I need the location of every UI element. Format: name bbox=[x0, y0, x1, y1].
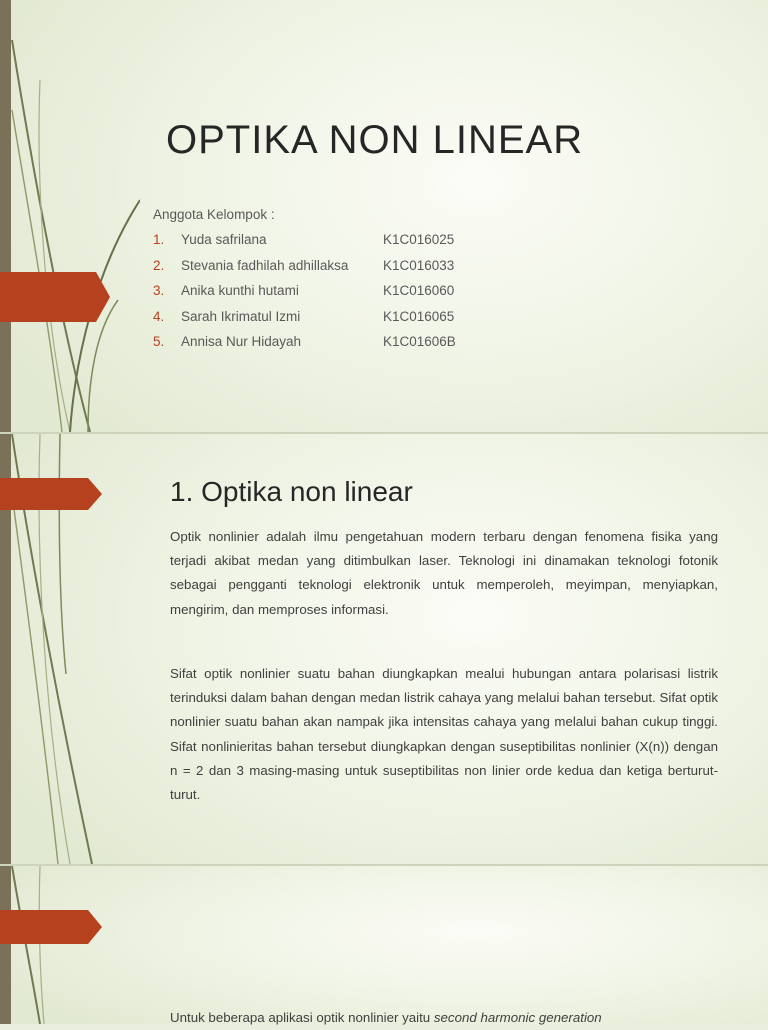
accent-arrow-tab bbox=[0, 910, 104, 944]
member-row bbox=[153, 308, 455, 335]
section-title: 1. Optika non linear bbox=[170, 476, 413, 507]
members-label: Anggota Kelompok : bbox=[153, 207, 275, 222]
member-number: 3. bbox=[153, 283, 165, 298]
paragraph-3 bbox=[170, 1006, 718, 1030]
paragraph-3-text: Untuk beberapa aplikasi optik nonlinier yaitu bbox=[170, 1010, 434, 1025]
member-name: Yuda safrilana bbox=[181, 232, 267, 247]
accent-arrow-tab bbox=[0, 478, 104, 510]
member-id: K1C01606B bbox=[383, 334, 456, 349]
paragraph-3-italic: second harmonic generation bbox=[433, 1010, 602, 1025]
member-id: K1C016025 bbox=[383, 232, 455, 247]
member-number: 5. bbox=[153, 334, 165, 349]
member-number: 4. bbox=[153, 308, 165, 324]
member-row bbox=[153, 257, 455, 284]
member-number: 1. bbox=[153, 232, 165, 247]
paragraph-1: Optik nonlinier adalah ilmu pengetahuan modern terbaru dengan fenomena fisika yang terjadi akibat medan yang ditimbulkan laser. Teknologi ini dinamakan teknologi fotonik sebagai pengganti teknologi elektronik untuk memperoleh, meyimpan, menyiapkan, mengirim, dan memproses informasi. bbox=[170, 529, 718, 617]
decorative-curves bbox=[0, 0, 140, 432]
member-row bbox=[153, 232, 455, 258]
decorative-curves bbox=[0, 866, 140, 1024]
member-name: Annisa Nur Hidayah bbox=[181, 334, 302, 349]
member-number: 2. bbox=[153, 257, 165, 273]
accent-arrow-tab bbox=[0, 272, 112, 322]
member-id: K1C016033 bbox=[383, 257, 455, 273]
slide-1 bbox=[0, 0, 768, 432]
member-id: K1C016060 bbox=[383, 283, 455, 298]
paragraph-2: Sifat optik nonlinier suatu bahan diungkapkan mealui hubungan antara polarisasi listrik terinduksi dalam bahan dengan medan listrik cahaya yang melalui bahan tersebut. Sifat optik nonlinier suatu bahan akan nampak jika intensitas cahaya yang melalui bahan cukup tinggi. Sifat nonlinieritas bahan tersebut diungkapkan dengan suseptibilitas nonlinier (X(n)) dengan n = 2 dan 3 masing-masing untuk suseptibilitas non linier orde kedua dan ketiga berturut-turut. bbox=[170, 666, 718, 803]
member-id: K1C016065 bbox=[383, 308, 455, 324]
slide-3 bbox=[0, 866, 768, 1024]
member-name: Stevania fadhilah adhillaksa bbox=[181, 257, 349, 273]
member-row bbox=[153, 283, 455, 309]
member-list bbox=[153, 207, 456, 360]
member-name: Sarah Ikrimatul Izmi bbox=[181, 308, 301, 324]
member-row bbox=[153, 334, 456, 360]
member-name: Anika kunthi hutami bbox=[181, 283, 299, 298]
slide-title: OPTIKA NON LINEAR bbox=[166, 118, 584, 162]
